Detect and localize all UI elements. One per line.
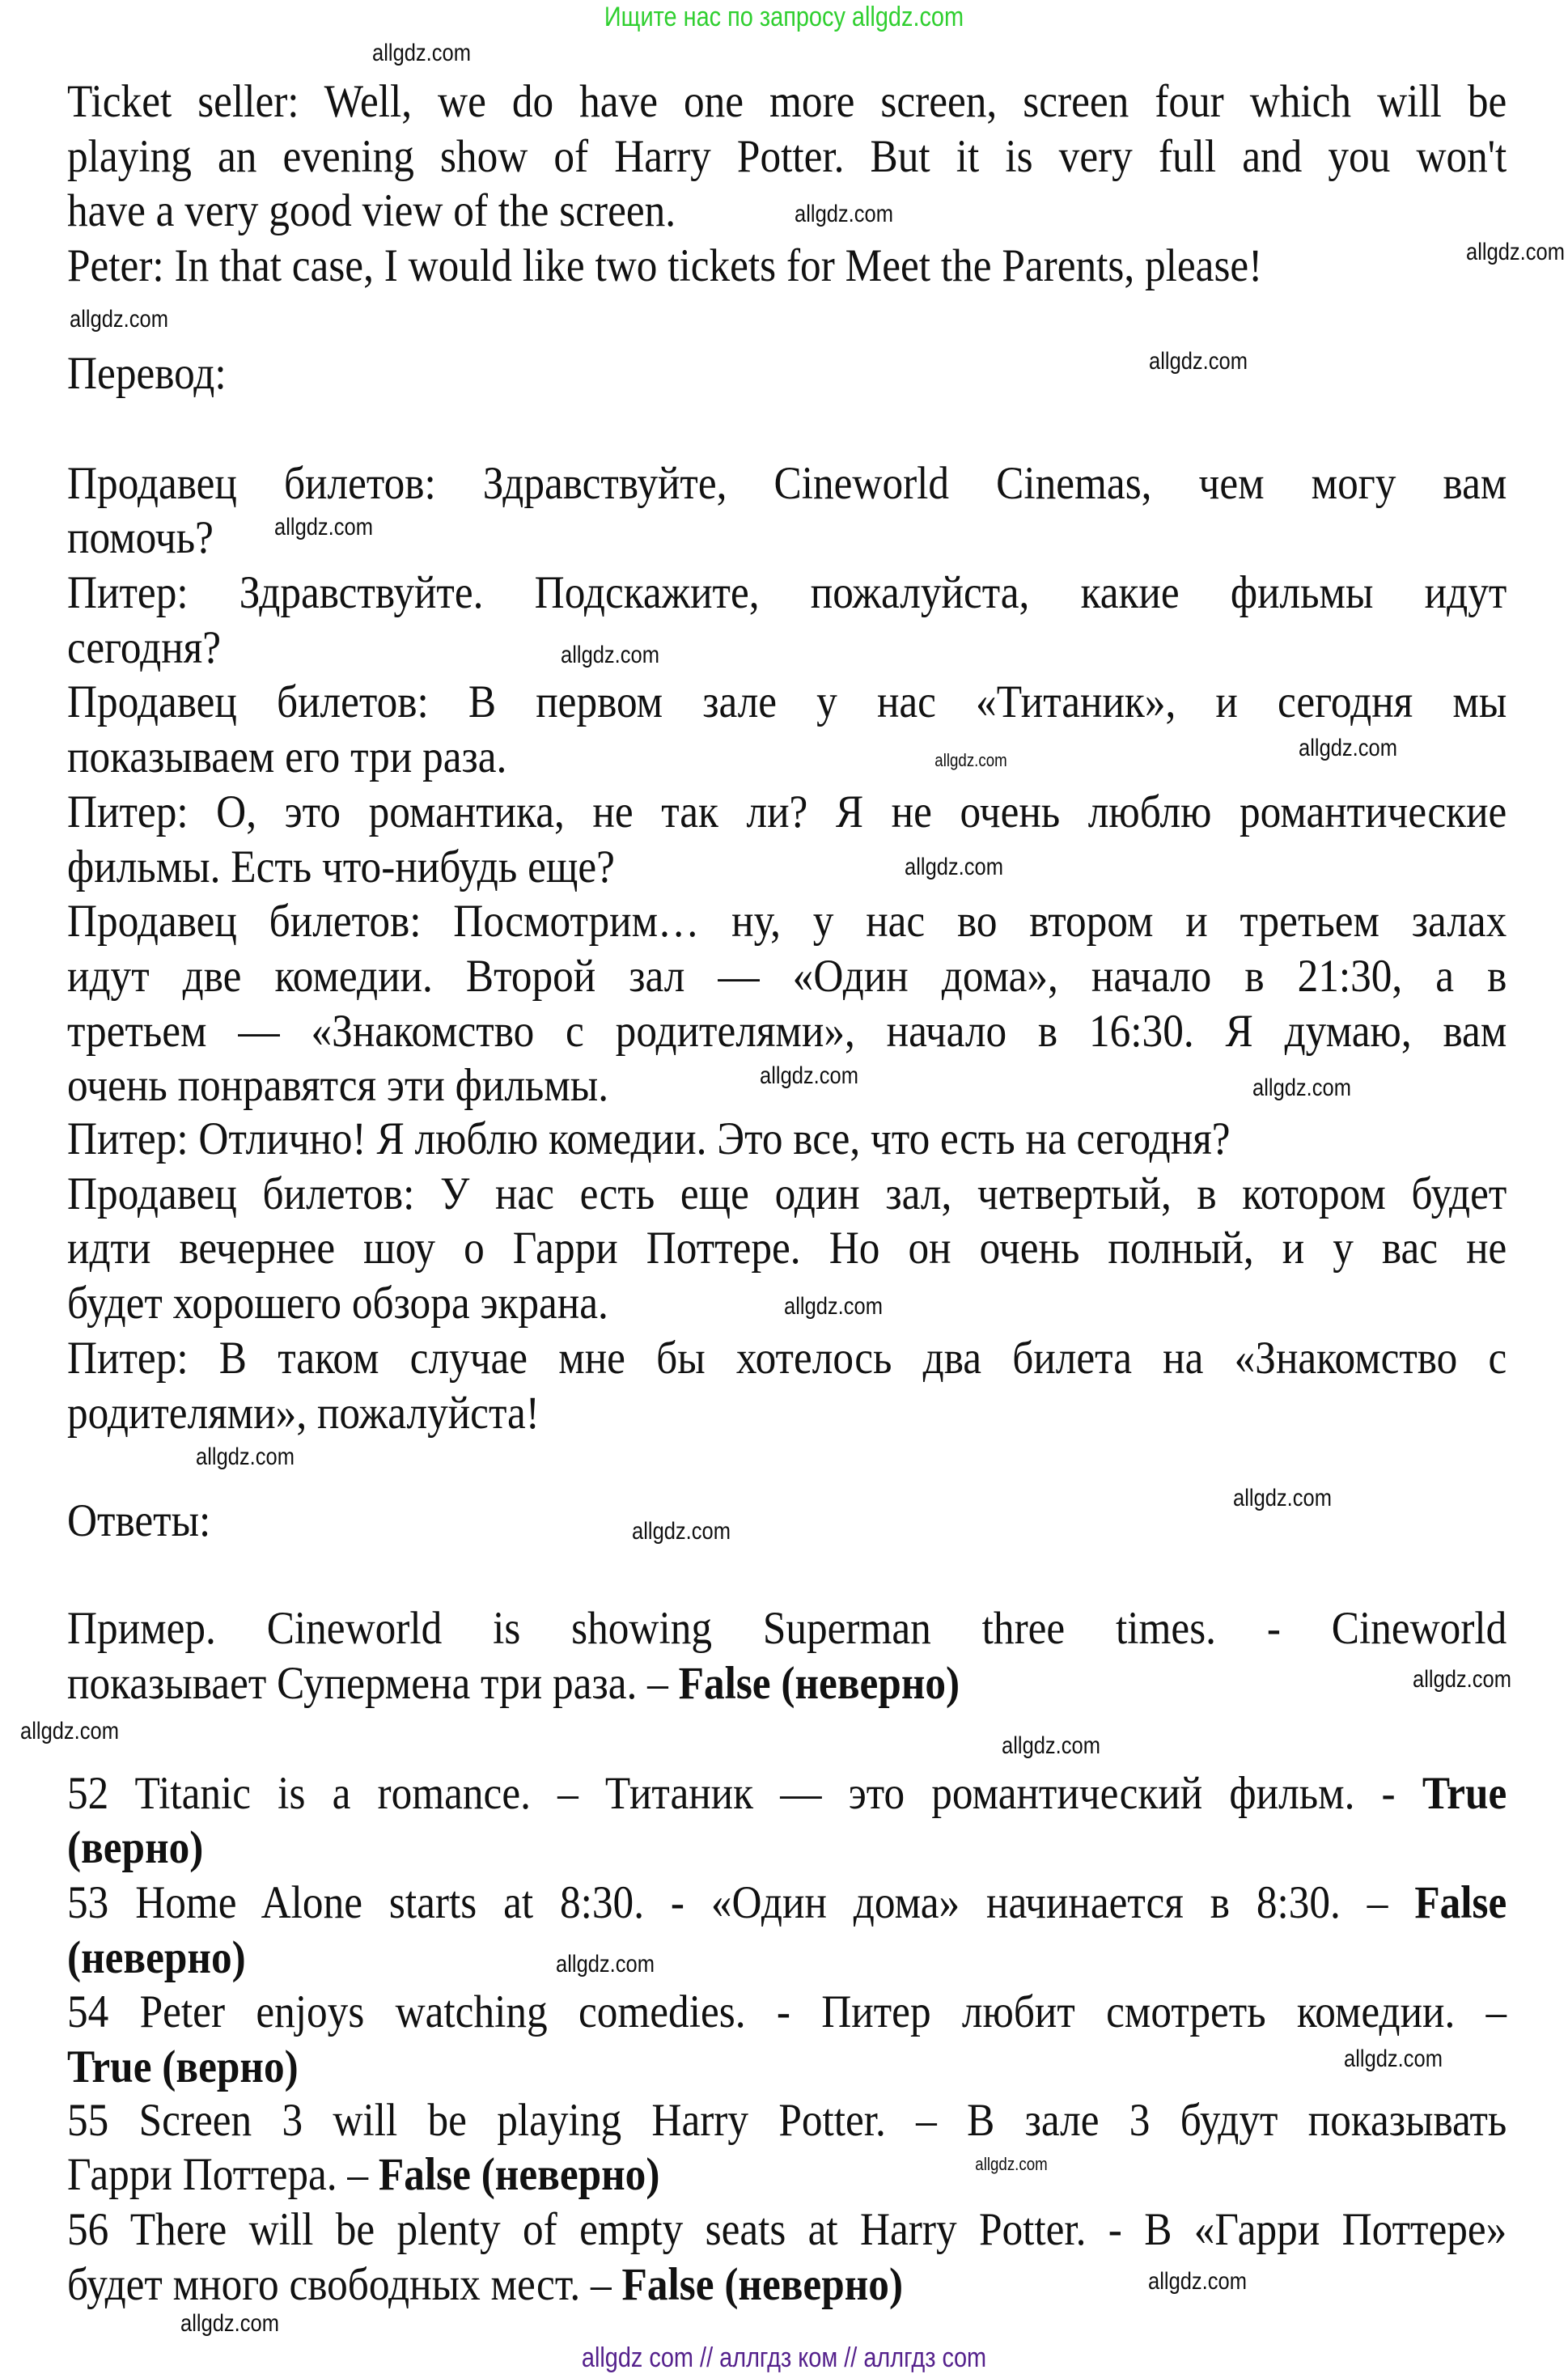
text-line: показываем его три раза. [67,731,507,782]
answer-text: Пример. Cineworld is showing Superman three times. - Cineworld [67,1603,1507,1654]
text-line: очень понравятся эти фильмы. [67,1060,609,1111]
answer-text: 53 Home Alone starts at 8:30. - «Один дома» начинается в 8:30. – [67,1877,1415,1928]
answer-verdict: True [1422,1768,1507,1819]
answer-line [67,1821,203,1876]
text-line: Питер: О, это романтика, не так ли? Я не очень люблю романтические [67,786,1507,837]
answer-line [67,2257,903,2313]
answer-line [67,1766,1507,1821]
watermark: allgdz.com [1148,2268,1247,2295]
answer-line [67,1656,960,1711]
text-line: третьем — «Знакомство с родителями», начало в 16:30. Я думаю, вам [67,1006,1507,1057]
answer-line [67,1601,1507,1656]
answer-text: показывает Супермена три раза. – [67,1658,679,1709]
text-line: родителями», пожалуйста! [67,1388,540,1439]
text-line: Питер: Здравствуйте. Подскажите, пожалуйста, какие фильмы идут [67,567,1507,618]
answer-line [67,2202,1507,2257]
watermark: allgdz.com [975,2154,1048,2174]
watermark: allgdz.com [1299,735,1397,761]
answers-heading: Ответы: [67,1495,211,1546]
answer-line [67,2040,299,2095]
answer-line [67,2093,1507,2148]
answer-line [67,2147,659,2202]
watermark: allgdz.com [1413,1666,1511,1693]
watermark: allgdz.com [70,306,168,333]
answer-text: 52 Titanic is a romance. – Титаник — это романтический фильм. - [67,1768,1422,1819]
search-hint-banner: Ищите нас по запросу allgdz.com [604,2,964,32]
watermark: allgdz.com [1252,1075,1351,1101]
text-line: сегодня? [67,622,222,673]
answer-verdict: True (верно) [67,2041,299,2092]
text-line: Продавец билетов: В первом зале у нас «Титаник», и сегодня мы [67,676,1507,727]
answer-verdict: False (неверно) [678,1658,960,1709]
watermark: allgdz.com [795,201,893,227]
watermark: allgdz.com [372,40,471,66]
text-line: Продавец билетов: Посмотрим… ну, у нас во втором и третьем залах [67,896,1507,947]
translation-heading: Перевод: [67,348,227,399]
text-line: Питер: В таком случае мне бы хотелось два билета на «Знакомство с [67,1333,1507,1384]
answer-text: будет много свободных мест. – [67,2259,622,2310]
answer-verdict: False [1414,1877,1507,1928]
text-line: Питер: Отлично! Я люблю комедии. Это все, что есть на сегодня? [67,1113,1231,1164]
answer-text: 54 Peter enjoys watching comedies. - Питер любит смотреть комедии. – [67,1986,1507,2037]
text-line: помочь? [67,512,214,563]
watermark: allgdz.com [1233,1485,1332,1511]
footer-links[interactable]: allgdz com // аллгдз ком // аллгдз com [581,2342,987,2373]
text-line: have a very good view of the screen. [67,185,676,236]
text-line: идти вечернее шоу о Гарри Поттере. Но он очень полный, и у вас не [67,1223,1507,1274]
text-line: Peter: In that case, I would like two tickets for Meet the Parents, please! [67,240,1263,291]
watermark: allgdz.com [274,514,373,541]
text-line: Продавец билетов: Здравствуйте, Cineworld Cinemas, чем могу вам [67,458,1507,509]
watermark: allgdz.com [561,642,659,668]
answer-line [67,1931,246,1986]
watermark: allgdz.com [784,1293,883,1320]
watermark: allgdz.com [905,854,1003,880]
watermark: allgdz.com [1149,348,1248,375]
text-line: будет хорошего обзора экрана. [67,1278,608,1329]
text-line: Продавец билетов: У нас есть еще один зал, четвертый, в котором будет [67,1168,1507,1219]
answer-verdict: False (неверно) [378,2149,660,2200]
answer-text: 56 There will be plenty of empty seats at Harry Potter. - В «Гарри Поттере» [67,2204,1507,2255]
watermark: allgdz.com [1344,2045,1443,2072]
answer-text: 55 Screen 3 will be playing Harry Potter. – В зале 3 будут показывать [67,2095,1507,2146]
answer-line [67,1876,1507,1931]
answer-line [67,1985,1507,2040]
text-line: фильмы. Есть что-нибудь еще? [67,841,615,892]
watermark: allgdz.com [180,2310,279,2337]
answer-verdict: (верно) [67,1822,204,1873]
watermark: allgdz.com [760,1062,858,1089]
answer-text: Гарри Поттера. – [67,2149,379,2200]
text-line: Ticket seller: Well, we do have one more screen, screen four which will be [67,76,1507,127]
watermark: allgdz.com [1002,1732,1100,1759]
answer-verdict: (неверно) [67,1932,246,1983]
answer-verdict: False (неверно) [621,2259,904,2310]
watermark: allgdz.com [556,1951,655,1978]
watermark: allgdz.com [20,1718,119,1744]
watermark: allgdz.com [1466,239,1565,265]
text-line: playing an evening show of Harry Potter. But it is very full and you won't [67,131,1507,182]
text-line: идут две комедии. Второй зал — «Один дома», начало в 21:30, а в [67,951,1507,1002]
watermark: allgdz.com [196,1443,295,1470]
watermark: allgdz.com [934,750,1007,770]
watermark: allgdz.com [632,1518,731,1545]
